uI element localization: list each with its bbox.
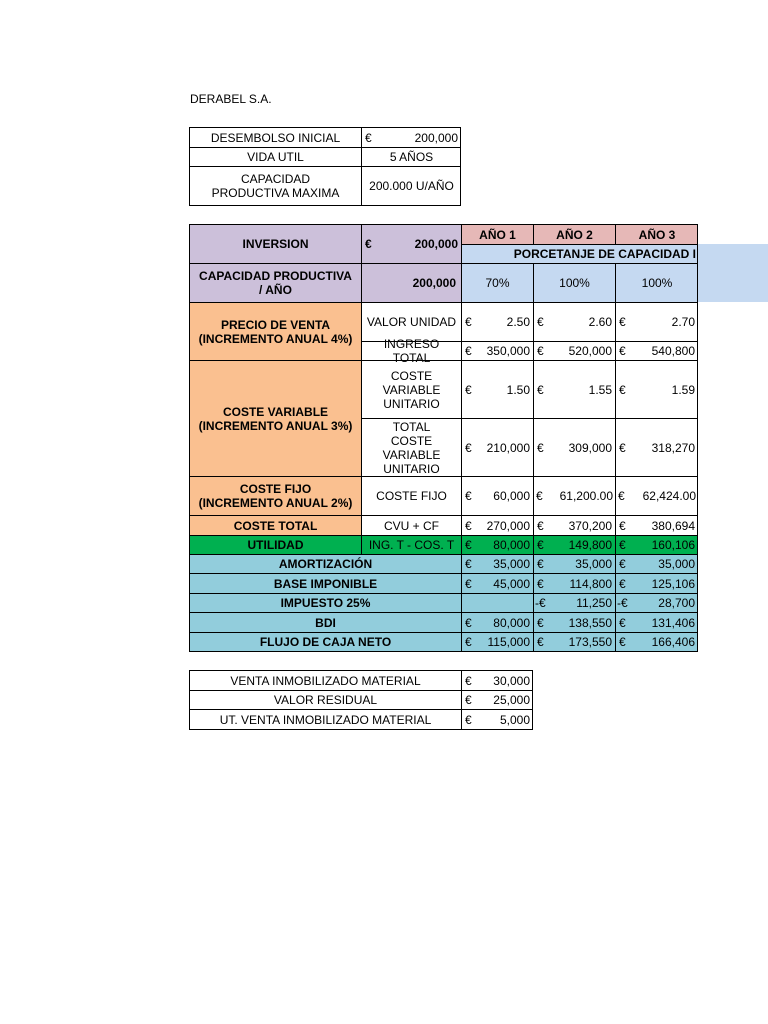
value: 138,550 (568, 615, 612, 630)
capacity-pct-1: 70% (461, 263, 533, 302)
value: 25,000 (493, 693, 530, 707)
value: 2.60 (588, 315, 612, 329)
currency-symbol: € (465, 538, 472, 552)
flujo-caja-label: FLUJO DE CAJA NETO (189, 632, 461, 651)
value: 30,000 (493, 673, 530, 688)
sale-label-ut-venta: UT. VENTA INMOBILIZADO MATERIAL (189, 709, 461, 729)
capacity-percent-overflow (698, 244, 768, 302)
value: 160,106 (651, 538, 695, 552)
tcv-label: TOTAL COSTE VARIABLE UNITARIO (361, 418, 461, 476)
sale-label-residual: VALOR RESIDUAL (189, 690, 461, 709)
currency-symbol: € (619, 615, 626, 630)
value: 173,550 (568, 635, 612, 649)
currency-symbol: € (618, 489, 625, 503)
currency-symbol: € (465, 382, 472, 397)
value: 1.55 (588, 382, 612, 397)
currency-symbol: € (365, 237, 372, 251)
value: 1.59 (671, 382, 695, 397)
currency-symbol: € (619, 635, 626, 649)
currency-symbol: € (465, 489, 472, 503)
currency-symbol: € (537, 440, 544, 455)
currency-symbol: € (465, 673, 472, 688)
info-desembolso-amount: 200,000 (414, 130, 458, 145)
currency-symbol: € (465, 440, 472, 455)
info-table-frame (189, 127, 461, 206)
value: 350,000 (486, 344, 530, 358)
value: 149,800 (568, 538, 612, 552)
currency-symbol: € (465, 315, 472, 329)
cvu-label: COSTE VARIABLE UNITARIO (361, 360, 461, 418)
currency-symbol: € (537, 576, 544, 591)
value: 80,000 (493, 615, 530, 630)
info-value-capacidad: 200.000 U/AÑO (361, 166, 461, 205)
inversion-amount: 200,000 (414, 237, 458, 251)
info-label-vida-util: VIDA UTIL (189, 147, 361, 166)
main-table-frame (189, 224, 698, 652)
currency-symbol: € (465, 635, 472, 649)
value: 2.50 (506, 315, 530, 329)
value: 318,270 (651, 440, 695, 455)
value: 45,000 (493, 576, 530, 591)
currency-symbol: € (537, 557, 544, 571)
coste-fijo-label: COSTE FIJO (INCREMENTO ANUAL 2%) (189, 476, 361, 515)
value: 61,200.00 (559, 489, 613, 503)
info-value-vida-util: 5 AÑOS (361, 147, 461, 166)
capacity-pct-3: 100% (615, 263, 698, 302)
capacity-label: CAPACIDAD PRODUCTIVA / AÑO (189, 263, 361, 302)
currency-symbol: € (619, 576, 626, 591)
currency-symbol: € (537, 344, 544, 358)
coste-total-label: COSTE TOTAL (189, 515, 361, 535)
currency-symbol: € (619, 315, 626, 329)
capacity-value: 200,000 (361, 263, 461, 302)
value: 5,000 (499, 712, 530, 727)
currency-symbol: € (537, 538, 544, 552)
currency-symbol: € (465, 693, 472, 707)
coste-fijo-sub-label: COSTE FIJO (361, 476, 461, 515)
company-title: DERABEL S.A. (190, 92, 272, 106)
utilidad-label: UTILIDAD (189, 535, 361, 554)
value: 2.70 (671, 315, 695, 329)
capacity-pct-2: 100% (533, 263, 615, 302)
sale-table-frame (189, 670, 533, 730)
value: 540,800 (651, 344, 695, 358)
inversion-label: INVERSION (189, 224, 361, 263)
currency-symbol: € (537, 635, 544, 649)
value: 114,800 (569, 576, 612, 591)
value: 380,694 (651, 518, 695, 533)
utilidad-sub-label: ING. T - COS. T (361, 535, 461, 554)
impuesto-label: IMPUESTO 25% (189, 593, 461, 612)
bdi-label: BDI (189, 612, 461, 632)
value: 166,406 (651, 635, 695, 649)
sale-label-venta: VENTA INMOBILIZADO MATERIAL (189, 670, 461, 690)
value: 35,000 (493, 557, 530, 571)
value: 309,000 (568, 440, 612, 455)
value: 80,000 (493, 538, 530, 552)
value: 520,000 (568, 344, 612, 358)
value: 125,106 (651, 576, 695, 591)
info-label-capacidad: CAPACIDAD PRODUCTIVA MAXIMA (189, 166, 361, 205)
currency-symbol: € (465, 576, 472, 591)
currency-symbol: € (619, 440, 626, 455)
currency-symbol: € (619, 382, 626, 397)
year-header-2: AÑO 2 (533, 224, 615, 244)
value: 11,250 (576, 596, 612, 610)
value: 115,000 (487, 635, 530, 649)
value: 1.50 (506, 382, 530, 397)
currency-symbol: -€ (617, 596, 628, 610)
currency-symbol: € (465, 615, 472, 630)
currency-symbol: € (465, 518, 472, 533)
currency-symbol: € (465, 557, 472, 571)
currency-symbol: € (536, 489, 543, 503)
value: 210,000 (486, 440, 530, 455)
currency-symbol: € (619, 557, 626, 571)
currency-symbol: € (619, 518, 626, 533)
value: 131,406 (651, 615, 695, 630)
currency-symbol: € (465, 712, 472, 727)
ingreso-total-label: INGRESO TOTAL (361, 341, 461, 360)
currency-symbol: € (619, 538, 626, 552)
value: 370,200 (568, 518, 612, 533)
valor-unidad-label: VALOR UNIDAD (361, 302, 461, 341)
base-imponible-label: BASE IMPONIBLE (189, 573, 461, 593)
value: 35,000 (575, 557, 612, 571)
amortizacion-label: AMORTIZACIÓN (189, 554, 461, 573)
currency-symbol: € (537, 518, 544, 533)
currency-symbol: € (537, 382, 544, 397)
coste-variable-label: COSTE VARIABLE (INCREMENTO ANUAL 3%) (189, 360, 361, 476)
currency-symbol: -€ (535, 596, 546, 610)
value: 60,000 (493, 489, 530, 503)
year-header-3: AÑO 3 (615, 224, 698, 244)
value: 35,000 (658, 557, 695, 571)
currency-symbol: € (365, 130, 372, 145)
coste-total-sub-label: CVU + CF (361, 515, 461, 535)
currency-symbol: € (465, 344, 472, 358)
currency-symbol: € (619, 344, 626, 358)
value: 62,424.00 (642, 489, 696, 503)
precio-venta-label: PRECIO DE VENTA (INCREMENTO ANUAL 4%) (189, 302, 361, 360)
capacity-percent-header-text: PORCETANJE DE CAPACIDAD I (513, 247, 696, 261)
currency-symbol: € (537, 315, 544, 329)
value: 28,700 (658, 596, 695, 610)
year-header-1: AÑO 1 (461, 224, 533, 244)
value: 270,000 (486, 518, 530, 533)
currency-symbol: € (537, 615, 544, 630)
info-label-desembolso: DESEMBOLSO INICIAL (189, 127, 361, 147)
